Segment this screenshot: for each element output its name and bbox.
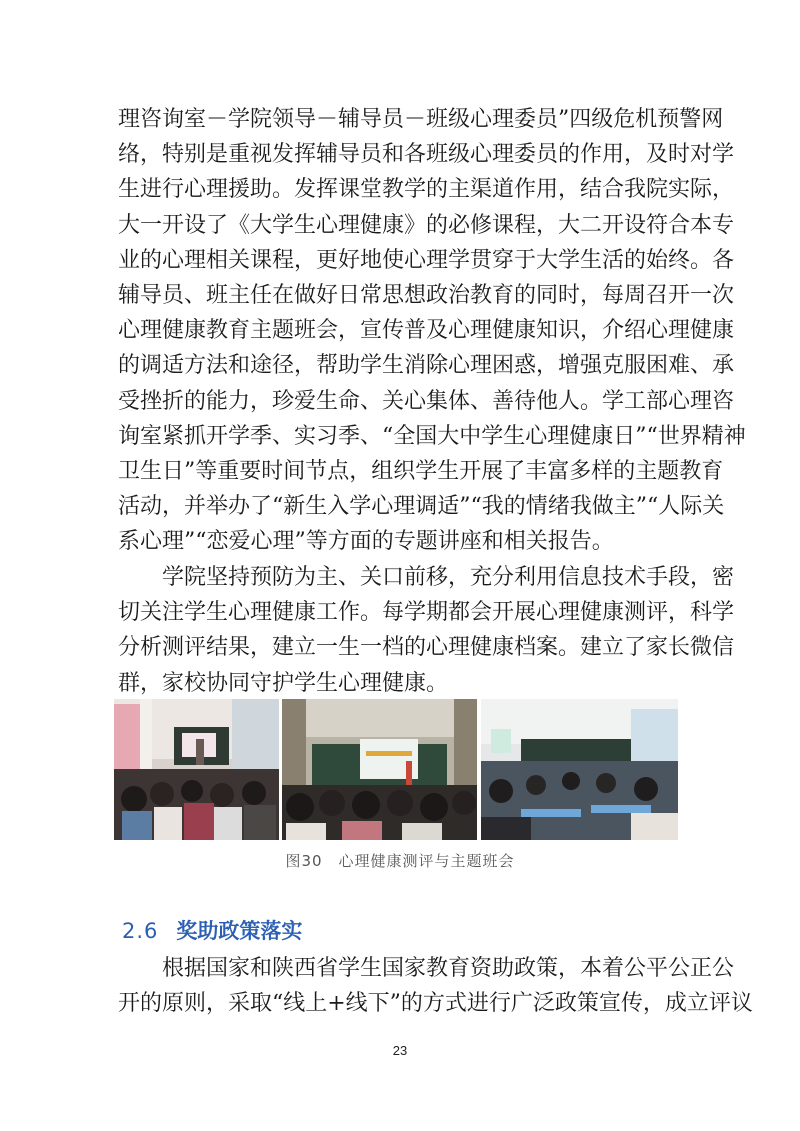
text-line: 大一开设了《大学生心理健康》的必修课程，大二开设符合本专	[118, 212, 735, 238]
body-paragraph-2	[118, 560, 735, 701]
figure-caption: 图30 心理健康测评与主题班会	[285, 852, 515, 870]
text-line: 活动，并举办了“新生入学心理调适”“我的情绪我做主”“人际关	[118, 494, 725, 520]
text-line: 心理健康教育主题班会，宣传普及心理健康知识，介绍心理健康	[118, 318, 735, 344]
text-line: 业的心理相关课程，更好地使心理学贯穿于大学生活的始终。各	[118, 247, 735, 273]
figure-photo-strip	[114, 699, 678, 840]
text-line: 受挫折的能力，珍爱生命、关心集体、善待他人。学工部心理咨	[118, 388, 735, 414]
text-line: 群，家校协同守护学生心理健康。	[118, 670, 449, 696]
text-line: 络，特别是重视发挥辅导员和各班级心理委员的作用，及时对学	[118, 142, 735, 168]
text-line: 辅导员、班主任在做好日常思想政治教育的同时，每周召开一次	[118, 283, 735, 309]
text-line: 切关注学生心理健康工作。每学期都会开展心理健康测评，科学	[118, 600, 735, 626]
text-line: 开的原则，采取“线上+线下”的方式进行广泛政策宣传，成立评议	[118, 991, 753, 1017]
section-heading	[122, 915, 302, 945]
text-line: 卫生日”等重要时间节点，组织学生开展了丰富多样的主题教育	[118, 459, 724, 485]
text-line: 系心理”“恋爱心理”等方面的专题讲座和相关报告。	[118, 529, 614, 555]
classroom-photo-1	[114, 699, 279, 840]
text-line: 询室紧抓开学季、实习季、“全国大中学生心理健康日”“世界精神	[118, 423, 746, 449]
text-line: 根据国家和陕西省学生国家教育资助政策，本着公平公正公	[162, 956, 735, 981]
text-line: 学院坚持预防为主、关口前移，充分利用信息技术手段，密	[162, 565, 735, 590]
body-paragraph-3	[118, 951, 753, 1021]
text-line: 的调适方法和途径，帮助学生消除心理困惑，增强克服困难、承	[118, 353, 735, 379]
text-line: 生进行心理援助。发挥课堂教学的主渠道作用，结合我院实际，	[118, 177, 735, 203]
page-number: 23	[392, 1043, 408, 1058]
text-line: 分析测评结果，建立一生一档的心理健康档案。建立了家长微信	[118, 635, 735, 661]
section-title: 奖助政策落实	[176, 919, 303, 943]
classroom-photo-3	[481, 699, 678, 840]
body-paragraph-1	[118, 102, 746, 560]
section-number: 2.6	[122, 919, 159, 943]
text-line: 理咨询室－学院领导－辅导员－班级心理委员”四级危机预警网	[118, 107, 724, 132]
classroom-photo-2	[282, 699, 477, 840]
